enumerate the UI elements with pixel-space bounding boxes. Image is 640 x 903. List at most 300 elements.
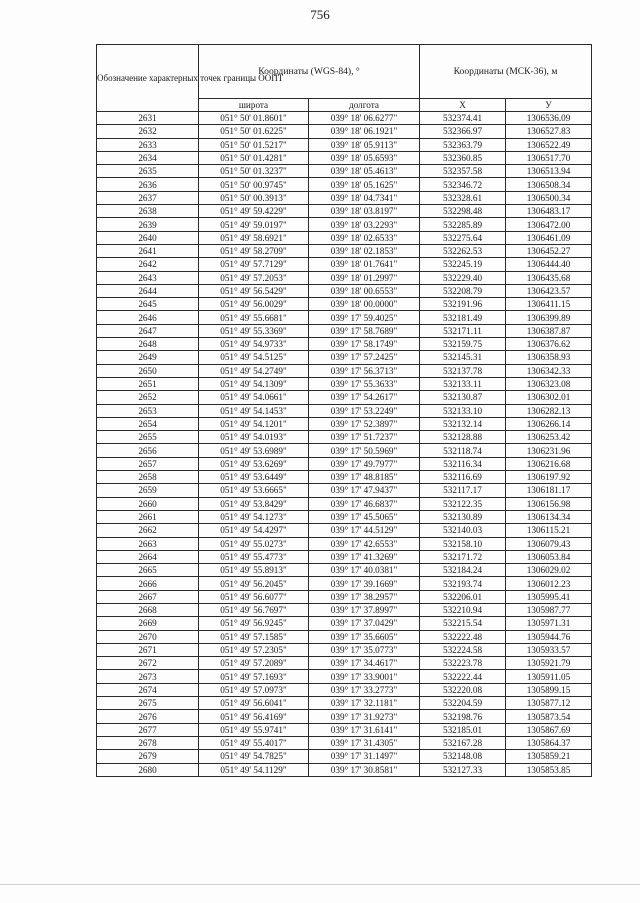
coordinates-table <box>96 44 592 777</box>
longitude-cell: 039° 17' 45.5065" <box>309 510 420 523</box>
longitude-cell: 039° 18' 04.7341" <box>309 191 420 204</box>
latitude-cell: 051° 49' 56.6077" <box>199 590 309 603</box>
point-id-cell: 2640 <box>97 231 199 244</box>
y-cell: 1306231.96 <box>506 444 592 457</box>
latitude-cell: 051° 49' 55.4773" <box>199 550 309 563</box>
longitude-cell: 039° 18' 05.6593" <box>309 151 420 164</box>
x-cell: 532346.72 <box>420 178 506 191</box>
point-id-cell: 2652 <box>97 391 199 404</box>
y-cell: 1306461.09 <box>506 231 592 244</box>
table-row <box>97 577 592 590</box>
y-cell: 1306156.98 <box>506 497 592 510</box>
latitude-cell: 051° 49' 56.2045" <box>199 577 309 590</box>
table-row <box>97 151 592 164</box>
x-cell: 532215.54 <box>420 617 506 630</box>
latitude-cell: 051° 50' 01.6225" <box>199 125 309 138</box>
y-cell: 1305921.79 <box>506 657 592 670</box>
latitude-cell: 051° 49' 59.0197" <box>199 218 309 231</box>
longitude-cell: 039° 18' 03.2293" <box>309 218 420 231</box>
point-id-cell: 2636 <box>97 178 199 191</box>
table-row <box>97 431 592 444</box>
table-row <box>97 444 592 457</box>
table-row <box>97 537 592 550</box>
point-id-cell: 2676 <box>97 710 199 723</box>
table-row <box>97 231 592 244</box>
table-row <box>97 351 592 364</box>
longitude-cell: 039° 18' 02.6533" <box>309 231 420 244</box>
latitude-cell: 051° 49' 54.0661" <box>199 391 309 404</box>
point-id-cell: 2672 <box>97 657 199 670</box>
point-id-cell: 2665 <box>97 564 199 577</box>
y-cell: 1306513.94 <box>506 165 592 178</box>
y-cell: 1306079.43 <box>506 537 592 550</box>
table-row <box>97 750 592 763</box>
y-cell: 1306483.17 <box>506 205 592 218</box>
point-id-cell: 2657 <box>97 457 199 470</box>
latitude-cell: 051° 49' 57.2053" <box>199 271 309 284</box>
y-cell: 1306517.70 <box>506 151 592 164</box>
x-cell: 532363.79 <box>420 138 506 151</box>
x-cell: 532357.58 <box>420 165 506 178</box>
y-cell: 1305864.37 <box>506 736 592 749</box>
y-cell: 1306115.21 <box>506 524 592 537</box>
latitude-cell: 051° 49' 57.2089" <box>199 657 309 670</box>
longitude-cell: 039° 18' 06.1921" <box>309 125 420 138</box>
longitude-cell: 039° 17' 32.1181" <box>309 697 420 710</box>
longitude-cell: 039° 17' 49.7977" <box>309 457 420 470</box>
y-cell: 1306508.34 <box>506 178 592 191</box>
y-cell: 1306536.09 <box>506 112 592 125</box>
latitude-cell: 051° 49' 54.0193" <box>199 431 309 444</box>
y-cell: 1306323.08 <box>506 377 592 390</box>
table-body <box>97 112 592 777</box>
table-row <box>97 165 592 178</box>
longitude-cell: 039° 18' 03.8197" <box>309 205 420 218</box>
x-cell: 532159.75 <box>420 338 506 351</box>
table-row <box>97 657 592 670</box>
latitude-cell: 051° 49' 56.5429" <box>199 284 309 297</box>
point-id-cell: 2635 <box>97 165 199 178</box>
point-id-cell: 2645 <box>97 298 199 311</box>
latitude-cell: 051° 49' 58.2709" <box>199 244 309 257</box>
latitude-cell: 051° 49' 55.3369" <box>199 324 309 337</box>
table-row <box>97 218 592 231</box>
table-row <box>97 643 592 656</box>
point-id-cell: 2650 <box>97 364 199 377</box>
point-id-cell: 2639 <box>97 218 199 231</box>
longitude-cell: 039° 17' 53.2249" <box>309 404 420 417</box>
latitude-cell: 051° 49' 54.1201" <box>199 417 309 430</box>
point-id-cell: 2659 <box>97 484 199 497</box>
longitude-cell: 039° 17' 59.4025" <box>309 311 420 324</box>
y-cell: 1306435.68 <box>506 271 592 284</box>
table-row <box>97 683 592 696</box>
y-cell: 1306134.34 <box>506 510 592 523</box>
point-id-cell: 2643 <box>97 271 199 284</box>
longitude-cell: 039° 17' 58.1749" <box>309 338 420 351</box>
table-row <box>97 377 592 390</box>
table-row <box>97 417 592 430</box>
point-id-cell: 2667 <box>97 590 199 603</box>
table-row <box>97 590 592 603</box>
table-row <box>97 763 592 776</box>
x-cell: 532122.35 <box>420 497 506 510</box>
y-cell: 1306358.93 <box>506 351 592 364</box>
point-id-cell: 2680 <box>97 763 199 776</box>
point-id-cell: 2668 <box>97 603 199 616</box>
point-id-cell: 2669 <box>97 617 199 630</box>
table-row <box>97 338 592 351</box>
point-id-cell: 2653 <box>97 404 199 417</box>
point-id-cell: 2637 <box>97 191 199 204</box>
y-cell: 1306012.23 <box>506 577 592 590</box>
longitude-cell: 039° 17' 44.5129" <box>309 524 420 537</box>
longitude-cell: 039° 17' 34.4617" <box>309 657 420 670</box>
latitude-cell: 051° 49' 55.9741" <box>199 723 309 736</box>
x-cell: 532181.49 <box>420 311 506 324</box>
latitude-cell: 051° 49' 54.2749" <box>199 364 309 377</box>
y-cell: 1306399.89 <box>506 311 592 324</box>
header-x: X <box>420 99 506 112</box>
x-cell: 532229.40 <box>420 271 506 284</box>
y-cell: 1306029.02 <box>506 564 592 577</box>
x-cell: 532167.28 <box>420 736 506 749</box>
point-id-cell: 2675 <box>97 697 199 710</box>
y-cell: 1306527.83 <box>506 125 592 138</box>
table-row <box>97 138 592 151</box>
y-cell: 1305877.12 <box>506 697 592 710</box>
point-id-cell: 2660 <box>97 497 199 510</box>
point-id-cell: 2658 <box>97 471 199 484</box>
x-cell: 532298.48 <box>420 205 506 218</box>
y-cell: 1306216.68 <box>506 457 592 470</box>
y-cell: 1305971.31 <box>506 617 592 630</box>
x-cell: 532208.79 <box>420 284 506 297</box>
point-id-cell: 2644 <box>97 284 199 297</box>
point-id-cell: 2631 <box>97 112 199 125</box>
longitude-cell: 039° 17' 58.7689" <box>309 324 420 337</box>
latitude-cell: 051° 49' 54.4297" <box>199 524 309 537</box>
latitude-cell: 051° 49' 56.9245" <box>199 617 309 630</box>
point-id-cell: 2678 <box>97 736 199 749</box>
table-row <box>97 205 592 218</box>
x-cell: 532158.10 <box>420 537 506 550</box>
longitude-cell: 039° 17' 37.8997" <box>309 603 420 616</box>
latitude-cell: 051° 49' 54.1273" <box>199 510 309 523</box>
longitude-cell: 039° 17' 31.1497" <box>309 750 420 763</box>
latitude-cell: 051° 49' 54.1453" <box>199 404 309 417</box>
longitude-cell: 039° 17' 33.9001" <box>309 670 420 683</box>
latitude-cell: 051° 50' 01.3237" <box>199 165 309 178</box>
table-row <box>97 404 592 417</box>
footer-rule <box>0 884 640 885</box>
table-row <box>97 630 592 643</box>
x-cell: 532118.74 <box>420 444 506 457</box>
point-id-cell: 2649 <box>97 351 199 364</box>
table-row <box>97 550 592 563</box>
y-cell: 1306342.33 <box>506 364 592 377</box>
x-cell: 532132.14 <box>420 417 506 430</box>
table-row <box>97 603 592 616</box>
table-row <box>97 311 592 324</box>
x-cell: 532171.11 <box>420 324 506 337</box>
table-row <box>97 324 592 337</box>
y-cell: 1305911.05 <box>506 670 592 683</box>
x-cell: 532130.87 <box>420 391 506 404</box>
table-row <box>97 510 592 523</box>
x-cell: 532210.94 <box>420 603 506 616</box>
y-cell: 1306181.17 <box>506 484 592 497</box>
header-msk36: Координаты (МСК-36), м <box>420 45 592 99</box>
point-id-cell: 2654 <box>97 417 199 430</box>
point-id-cell: 2632 <box>97 125 199 138</box>
latitude-cell: 051° 49' 54.1309" <box>199 377 309 390</box>
table-row <box>97 736 592 749</box>
x-cell: 532275.64 <box>420 231 506 244</box>
x-cell: 532140.03 <box>420 524 506 537</box>
x-cell: 532285.89 <box>420 218 506 231</box>
point-id-cell: 2641 <box>97 244 199 257</box>
table-row <box>97 484 592 497</box>
y-cell: 1306253.42 <box>506 431 592 444</box>
y-cell: 1305987.77 <box>506 603 592 616</box>
longitude-cell: 039° 17' 57.2425" <box>309 351 420 364</box>
header-point-designation: Обозначение характерных точек границы ООПТ <box>97 45 199 112</box>
x-cell: 532193.74 <box>420 577 506 590</box>
table-row <box>97 391 592 404</box>
table-row <box>97 271 592 284</box>
x-cell: 532171.72 <box>420 550 506 563</box>
longitude-cell: 039° 17' 33.2773" <box>309 683 420 696</box>
table-row <box>97 723 592 736</box>
table-row <box>97 258 592 271</box>
point-id-cell: 2638 <box>97 205 199 218</box>
table-row <box>97 457 592 470</box>
point-id-cell: 2646 <box>97 311 199 324</box>
longitude-cell: 039° 18' 05.9113" <box>309 138 420 151</box>
x-cell: 532262.53 <box>420 244 506 257</box>
y-cell: 1306444.40 <box>506 258 592 271</box>
x-cell: 532191.96 <box>420 298 506 311</box>
y-cell: 1306387.87 <box>506 324 592 337</box>
header-wgs84: Координаты (WGS-84), ° <box>199 45 420 99</box>
latitude-cell: 051° 49' 54.1129" <box>199 763 309 776</box>
table-row <box>97 125 592 138</box>
latitude-cell: 051° 49' 53.8429" <box>199 497 309 510</box>
table-row <box>97 497 592 510</box>
x-cell: 532206.01 <box>420 590 506 603</box>
longitude-cell: 039° 18' 01.2997" <box>309 271 420 284</box>
y-cell: 1305944.76 <box>506 630 592 643</box>
x-cell: 532184.24 <box>420 564 506 577</box>
longitude-cell: 039° 17' 35.0773" <box>309 643 420 656</box>
latitude-cell: 051° 49' 57.1693" <box>199 670 309 683</box>
point-id-cell: 2663 <box>97 537 199 550</box>
longitude-cell: 039° 17' 46.6837" <box>309 497 420 510</box>
latitude-cell: 051° 49' 59.4229" <box>199 205 309 218</box>
longitude-cell: 039° 18' 00.0000" <box>309 298 420 311</box>
x-cell: 532116.34 <box>420 457 506 470</box>
x-cell: 532130.89 <box>420 510 506 523</box>
longitude-cell: 039° 17' 42.6553" <box>309 537 420 550</box>
y-cell: 1305933.57 <box>506 643 592 656</box>
y-cell: 1306452.27 <box>506 244 592 257</box>
longitude-cell: 039° 17' 38.2957" <box>309 590 420 603</box>
x-cell: 532198.76 <box>420 710 506 723</box>
table-row <box>97 524 592 537</box>
point-id-cell: 2679 <box>97 750 199 763</box>
y-cell: 1306500.34 <box>506 191 592 204</box>
y-cell: 1305867.69 <box>506 723 592 736</box>
latitude-cell: 051° 49' 57.2305" <box>199 643 309 656</box>
table-row <box>97 564 592 577</box>
y-cell: 1306302.01 <box>506 391 592 404</box>
x-cell: 532133.11 <box>420 377 506 390</box>
point-id-cell: 2655 <box>97 431 199 444</box>
latitude-cell: 051° 49' 55.6681" <box>199 311 309 324</box>
x-cell: 532360.85 <box>420 151 506 164</box>
longitude-cell: 039° 17' 41.3269" <box>309 550 420 563</box>
longitude-cell: 039° 17' 55.3633" <box>309 377 420 390</box>
table-row <box>97 364 592 377</box>
x-cell: 532222.48 <box>420 630 506 643</box>
x-cell: 532117.17 <box>420 484 506 497</box>
latitude-cell: 051° 50' 00.9745" <box>199 178 309 191</box>
x-cell: 532116.69 <box>420 471 506 484</box>
x-cell: 532133.10 <box>420 404 506 417</box>
longitude-cell: 039° 18' 05.1625" <box>309 178 420 191</box>
y-cell: 1305873.54 <box>506 710 592 723</box>
latitude-cell: 051° 49' 54.9733" <box>199 338 309 351</box>
longitude-cell: 039° 18' 05.4613" <box>309 165 420 178</box>
latitude-cell: 051° 49' 55.0273" <box>199 537 309 550</box>
longitude-cell: 039° 18' 01.7641" <box>309 258 420 271</box>
header-y: У <box>506 99 592 112</box>
latitude-cell: 051° 49' 55.8913" <box>199 564 309 577</box>
longitude-cell: 039° 17' 31.9273" <box>309 710 420 723</box>
table-row <box>97 112 592 125</box>
y-cell: 1306472.00 <box>506 218 592 231</box>
point-id-cell: 2647 <box>97 324 199 337</box>
longitude-cell: 039° 17' 31.4305" <box>309 736 420 749</box>
latitude-cell: 051° 50' 01.4281" <box>199 151 309 164</box>
latitude-cell: 051° 49' 58.6921" <box>199 231 309 244</box>
y-cell: 1305995.41 <box>506 590 592 603</box>
latitude-cell: 051° 49' 54.7825" <box>199 750 309 763</box>
x-cell: 532328.61 <box>420 191 506 204</box>
longitude-cell: 039° 17' 31.6141" <box>309 723 420 736</box>
x-cell: 532222.44 <box>420 670 506 683</box>
latitude-cell: 051° 49' 57.1585" <box>199 630 309 643</box>
y-cell: 1306197.92 <box>506 471 592 484</box>
point-id-cell: 2634 <box>97 151 199 164</box>
point-id-cell: 2664 <box>97 550 199 563</box>
table-row <box>97 244 592 257</box>
latitude-cell: 051° 49' 57.7129" <box>199 258 309 271</box>
x-cell: 532224.58 <box>420 643 506 656</box>
point-id-cell: 2656 <box>97 444 199 457</box>
point-id-cell: 2661 <box>97 510 199 523</box>
y-cell: 1306411.15 <box>506 298 592 311</box>
latitude-cell: 051° 49' 56.7697" <box>199 603 309 616</box>
table-row <box>97 284 592 297</box>
y-cell: 1306423.57 <box>506 284 592 297</box>
header-latitude: широта <box>199 99 309 112</box>
longitude-cell: 039° 17' 39.1669" <box>309 577 420 590</box>
longitude-cell: 039° 17' 52.3897" <box>309 417 420 430</box>
longitude-cell: 039° 17' 35.6605" <box>309 630 420 643</box>
table-row <box>97 178 592 191</box>
latitude-cell: 051° 50' 01.5217" <box>199 138 309 151</box>
latitude-cell: 051° 49' 56.0029" <box>199 298 309 311</box>
y-cell: 1306376.62 <box>506 338 592 351</box>
x-cell: 532374.41 <box>420 112 506 125</box>
x-cell: 532223.78 <box>420 657 506 670</box>
point-id-cell: 2671 <box>97 643 199 656</box>
latitude-cell: 051° 49' 53.6665" <box>199 484 309 497</box>
table-row <box>97 191 592 204</box>
latitude-cell: 051° 49' 56.6041" <box>199 697 309 710</box>
latitude-cell: 051° 49' 53.6989" <box>199 444 309 457</box>
x-cell: 532145.31 <box>420 351 506 364</box>
latitude-cell: 051° 49' 57.0973" <box>199 683 309 696</box>
x-cell: 532366.97 <box>420 125 506 138</box>
y-cell: 1305899.15 <box>506 683 592 696</box>
table-row <box>97 617 592 630</box>
header-longitude: долгота <box>309 99 420 112</box>
point-id-cell: 2648 <box>97 338 199 351</box>
latitude-cell: 051° 50' 01.8601" <box>199 112 309 125</box>
point-id-cell: 2666 <box>97 577 199 590</box>
table-row <box>97 471 592 484</box>
longitude-cell: 039° 17' 48.8185" <box>309 471 420 484</box>
point-id-cell: 2651 <box>97 377 199 390</box>
point-id-cell: 2662 <box>97 524 199 537</box>
latitude-cell: 051° 49' 56.4169" <box>199 710 309 723</box>
point-id-cell: 2674 <box>97 683 199 696</box>
point-id-cell: 2677 <box>97 723 199 736</box>
y-cell: 1305853.85 <box>506 763 592 776</box>
y-cell: 1306282.13 <box>506 404 592 417</box>
longitude-cell: 039° 17' 47.9437" <box>309 484 420 497</box>
table-row <box>97 697 592 710</box>
y-cell: 1306053.84 <box>506 550 592 563</box>
table-row <box>97 298 592 311</box>
x-cell: 532204.59 <box>420 697 506 710</box>
x-cell: 532220.08 <box>420 683 506 696</box>
y-cell: 1306266.14 <box>506 417 592 430</box>
x-cell: 532185.01 <box>420 723 506 736</box>
latitude-cell: 051° 49' 55.4017" <box>199 736 309 749</box>
longitude-cell: 039° 18' 02.1853" <box>309 244 420 257</box>
x-cell: 532148.08 <box>420 750 506 763</box>
page-number: 756 <box>310 7 330 22</box>
point-id-cell: 2673 <box>97 670 199 683</box>
longitude-cell: 039° 18' 00.6553" <box>309 284 420 297</box>
point-id-cell: 2633 <box>97 138 199 151</box>
table-row <box>97 670 592 683</box>
latitude-cell: 051° 49' 54.5125" <box>199 351 309 364</box>
longitude-cell: 039° 17' 30.8581" <box>309 763 420 776</box>
table-row <box>97 710 592 723</box>
x-cell: 532127.33 <box>420 763 506 776</box>
longitude-cell: 039° 17' 40.0381" <box>309 564 420 577</box>
longitude-cell: 039° 18' 06.6277" <box>309 112 420 125</box>
longitude-cell: 039° 17' 37.0429" <box>309 617 420 630</box>
y-cell: 1305859.21 <box>506 750 592 763</box>
point-id-cell: 2670 <box>97 630 199 643</box>
latitude-cell: 051° 50' 00.3913" <box>199 191 309 204</box>
